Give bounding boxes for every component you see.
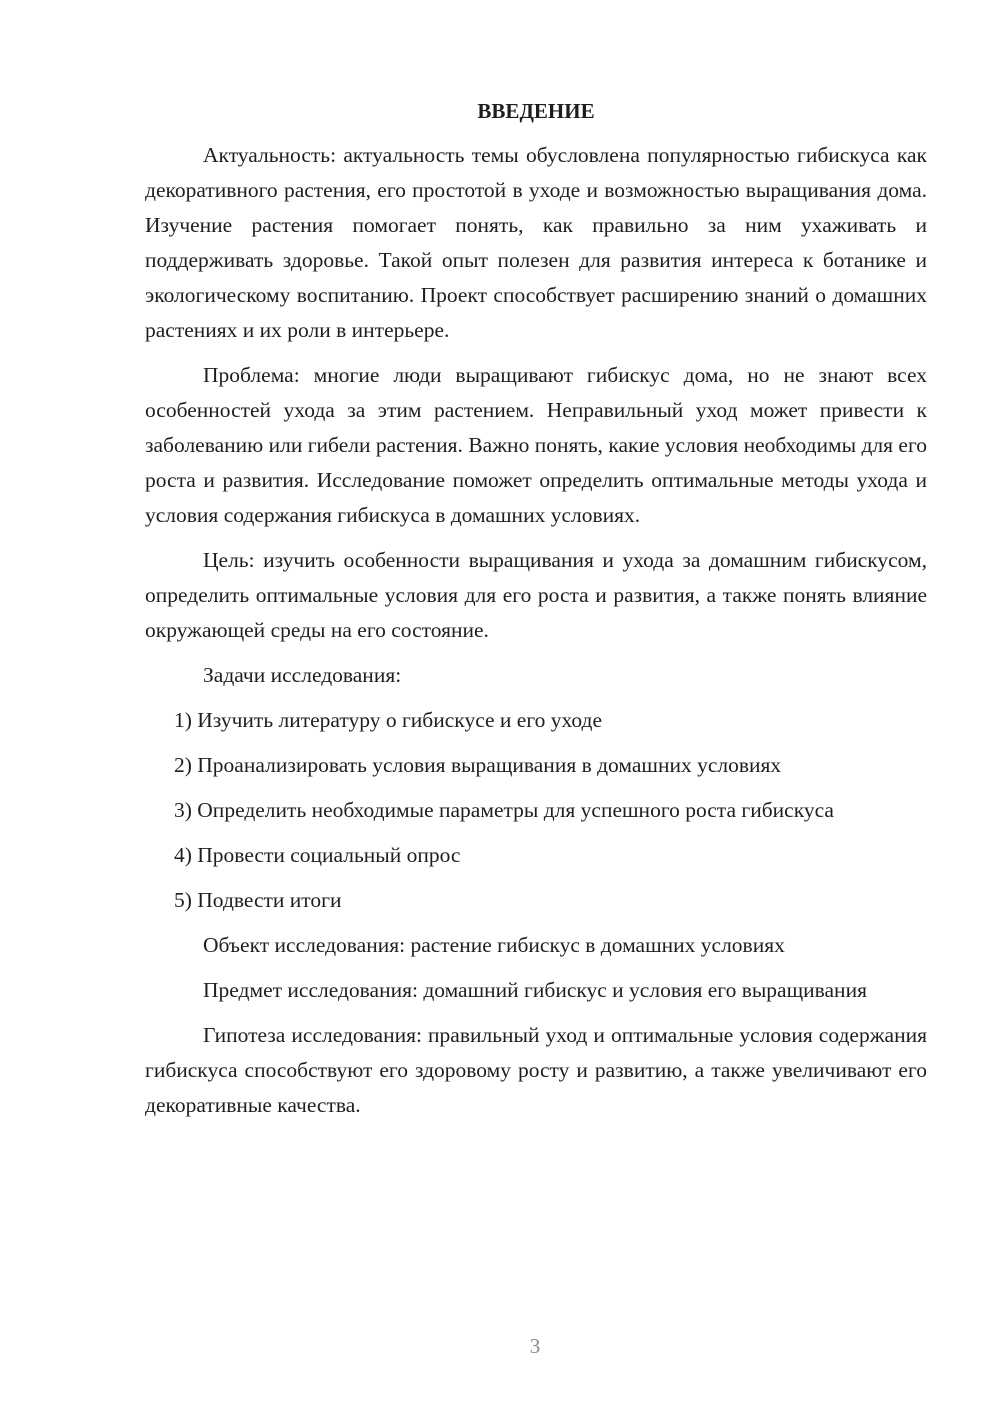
goal-paragraph: Цель: изучить особенности выращивания и ухода за домашним гибискусом, определить оптимальные условия для его роста и развития, а также понять влияние окружающей среды на его состояние. — [145, 548, 927, 642]
task-item-5: 5) Подвести итоги — [174, 888, 342, 912]
subject-paragraph: Предмет исследования: домашний гибискус и условия его выращивания — [203, 978, 867, 1002]
problem-paragraph: Проблема: многие люди выращивают гибискус дома, но не знают всех особенностей ухода за этим растением. Неправильный уход может привести к заболеванию или гибели растения. Важно понять, какие условия необходимы для его роста и развития. Исследование поможет определить оптимальные методы ухода и условия содержания гибискуса в домашних условиях. — [145, 363, 927, 527]
hypothesis-paragraph: Гипотеза исследования: правильный уход и оптимальные условия содержания гибискуса способствуют его здоровому росту и развитию, а также увеличивают его декоративные качества. — [145, 1023, 927, 1117]
page-content — [145, 96, 927, 1133]
task-item-3: 3) Определить необходимые параметры для успешного роста гибискуса — [174, 798, 834, 822]
task-item-1: 1) Изучить литературу о гибискусе и его уходе — [174, 708, 603, 732]
relevance-paragraph: Актуальность: актуальность темы обусловлена популярностью гибискуса как декоративного растения, его простотой в уходе и возможностью выращивания дома. Изучение растения помогает понять, как правильно за ним ухаживать и поддерживать здоровье. Такой опыт полезен для развития интереса к ботанике и экологическому воспитанию. Проект способствует расширению знаний о домашних растениях и их роли в интерьере. — [145, 143, 927, 342]
section-heading: ВВЕДЕНИЕ — [477, 99, 595, 123]
object-paragraph: Объект исследования: растение гибискус в домашних условиях — [203, 933, 785, 957]
tasks-title: Задачи исследования: — [203, 663, 402, 687]
task-item-4: 4) Провести социальный опрос — [174, 843, 461, 867]
task-item-2: 2) Проанализировать условия выращивания в домашних условиях — [174, 753, 782, 777]
page-number: 3 — [529, 1334, 541, 1358]
